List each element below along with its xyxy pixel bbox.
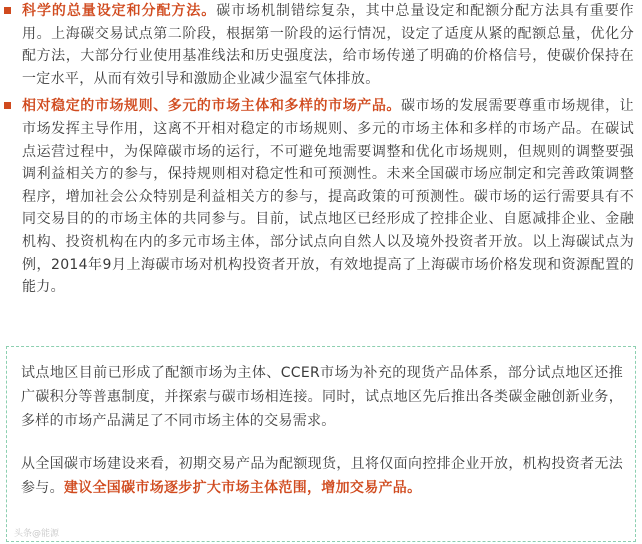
summary-paragraph — [21, 452, 623, 500]
bullet-item-market-rules — [0, 95, 642, 298]
square-bullet-icon — [4, 7, 11, 14]
summary-text: 从全国碳市场建设来看，初期交易产品为配额现货，且将仅面向控排企业开放，机构投资者无法参与。 — [21, 456, 623, 496]
recommendation-highlight: 建议全国碳市场逐步扩大市场主体范围，增加交易产品。 — [63, 480, 422, 496]
square-bullet-icon — [4, 102, 11, 109]
summary-paragraph: 试点地区目前已形成了配额市场为主体、CCER市场为补充的现货产品体系，部分试点地区还推广碳积分等普惠制度，并探索与碳市场相连接。同时，试点地区先后推出各类碳金融创新业务，多样的市场产品满足了不同市场主体的交易需求。 — [21, 365, 623, 429]
bullet-body: 碳市场机制错综复杂，其中总量设定和配额分配方法具有重要作用。上海碳交易试点第二阶段，根据第一阶段的运行情况，设定了适度从紧的配额总量，优化分配方法，大部分行业使用基准线法和历史强度法，给市场传递了明确的价格信号，使碳价保持在一定水平，从而有效引导和激励企业减少温室气体排放。 — [22, 3, 634, 87]
bullet-body: 碳市场的发展需要尊重市场规律，让市场发挥主导作用，这离不开相对稳定的市场规则、多元的市场主体和多样的市场产品。在碳试点运营过程中，为保障碳市场的运行，不可避免地需要调整和优化市场规则，但规则的调整要强调利益相关方的参与，保持规则相对稳定性和可预测性。未来全国碳市场应制定和完善政策调整程序，增加社会公众特别是利益相关方的参与，提高政策的可预测性。碳市场的运行需要具有不同交易目的的市场主体的共同参与。目前，试点地区已经形成了控排企业、自愿减排企业、金融机构、投资机构在内的多元市场主体，部分试点向自然人以及境外投资者开放。以上海碳试点为例，2014年9月上海碳市场对机构投资者开放，有效地提高了上海碳市场价格发现和资源配置的能力。 — [22, 98, 634, 296]
bullet-item-allocation — [0, 0, 642, 90]
bullet-title: 相对稳定的市场规则、多元的市场主体和多样的市场产品。 — [22, 98, 402, 115]
bullet-title: 科学的总量设定和分配方法。 — [22, 3, 217, 19]
summary-box — [6, 346, 636, 542]
watermark: 头条@能源 — [14, 529, 60, 539]
